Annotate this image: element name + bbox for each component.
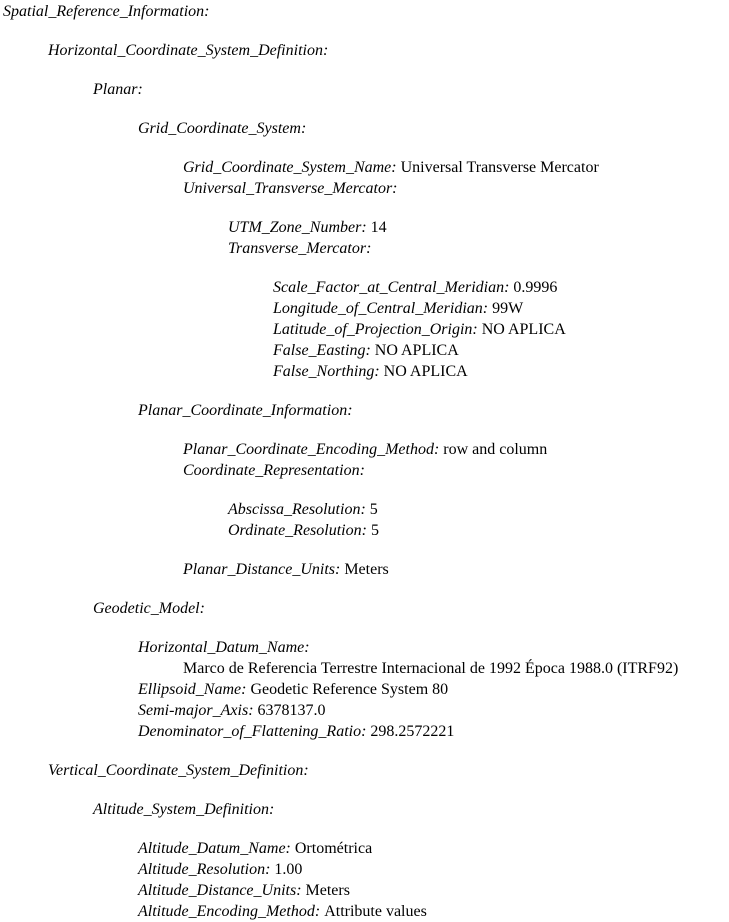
spatial-reference-information-label: Spatial_Reference_Information:: [3, 3, 210, 20]
denominator-of-flattening-ratio-label: Denominator_of_Flattening_Ratio:: [138, 723, 367, 740]
altitude-distance-units-line: [3, 880, 729, 901]
coordinate-representation-label: Coordinate_Representation:: [183, 462, 365, 479]
semi-major-axis-line: [3, 700, 729, 721]
grid-coordinate-system-line: [3, 118, 729, 139]
altitude-system-definition-label: Altitude_System_Definition:: [93, 801, 275, 818]
horizontal-coordinate-system-definition-label: Horizontal_Coordinate_System_Definition:: [48, 42, 329, 59]
altitude-distance-units-label: Altitude_Distance_Units:: [138, 882, 302, 899]
altitude-encoding-method-value: Attribute values: [324, 903, 427, 920]
horizontal-datum-name-label: Horizontal_Datum_Name:: [138, 639, 310, 656]
latitude-of-projection-origin-value: NO APLICA: [481, 321, 566, 338]
utm-zone-number-value: 14: [370, 219, 387, 236]
altitude-datum-name-value: Ortométrica: [294, 840, 373, 857]
denominator-of-flattening-ratio-value: 298.2572221: [370, 723, 455, 740]
scale-factor-at-central-meridian-line: [3, 277, 729, 298]
false-easting-label: False_Easting:: [273, 342, 371, 359]
altitude-datum-name-label: Altitude_Datum_Name:: [138, 840, 291, 857]
horizontal-datum-name-value-text: Marco de Referencia Terrestre Internacional de 1992 Época 1988.0 (ITRF92): [183, 660, 679, 677]
abscissa-resolution-value: 5: [369, 501, 378, 518]
false-easting-line: [3, 340, 729, 361]
planar-label: Planar:: [93, 81, 143, 98]
altitude-distance-units-value: Meters: [305, 882, 350, 899]
horizontal-datum-name-value-line: [3, 658, 729, 679]
altitude-resolution-line: [3, 859, 729, 880]
ordinate-resolution-line: [3, 520, 729, 541]
altitude-encoding-method-line: [3, 901, 729, 922]
horizontal-datum-name-line: [3, 637, 729, 658]
longitude-of-central-meridian-label: Longitude_of_Central_Meridian:: [273, 300, 489, 317]
geodetic-model-line: [3, 598, 729, 619]
transverse-mercator-line: [3, 238, 729, 259]
transverse-mercator-label: Transverse_Mercator:: [228, 240, 372, 257]
utm-zone-number-label: UTM_Zone_Number:: [228, 219, 367, 236]
planar-coordinate-information-line: [3, 400, 729, 421]
altitude-resolution-value: 1.00: [274, 861, 303, 878]
latitude-of-projection-origin-line: [3, 319, 729, 340]
ellipsoid-name-line: [3, 679, 729, 700]
grid-coordinate-system-label: Grid_Coordinate_System:: [138, 120, 307, 137]
ellipsoid-name-value: Geodetic Reference System 80: [250, 681, 449, 698]
vertical-coordinate-system-definition-line: [3, 760, 729, 781]
semi-major-axis-label: Semi-major_Axis:: [138, 702, 254, 719]
false-easting-value: NO APLICA: [374, 342, 459, 359]
geodetic-model-label: Geodetic_Model:: [93, 600, 205, 617]
false-northing-line: [3, 361, 729, 382]
latitude-of-projection-origin-label: Latitude_of_Projection_Origin:: [273, 321, 478, 338]
abscissa-resolution-line: [3, 499, 729, 520]
planar-coordinate-encoding-method-value: row and column: [443, 441, 548, 458]
planar-distance-units-value: Meters: [344, 561, 389, 578]
planar-distance-units-label: Planar_Distance_Units:: [183, 561, 341, 578]
vertical-coordinate-system-definition-label: Vertical_Coordinate_System_Definition:: [48, 762, 309, 779]
ordinate-resolution-value: 5: [370, 522, 379, 539]
false-northing-label: False_Northing:: [273, 363, 380, 380]
altitude-datum-name-line: [3, 838, 729, 859]
ellipsoid-name-label: Ellipsoid_Name:: [138, 681, 247, 698]
coordinate-representation-line: [3, 460, 729, 481]
scale-factor-at-central-meridian-label: Scale_Factor_at_Central_Meridian:: [273, 279, 510, 296]
grid-coordinate-system-name-line: [3, 157, 729, 178]
horizontal-coordinate-system-definition-line: [3, 40, 729, 61]
longitude-of-central-meridian-value: 99W: [492, 300, 524, 317]
altitude-resolution-label: Altitude_Resolution:: [138, 861, 271, 878]
planar-line: [3, 79, 729, 100]
planar-distance-units-line: [3, 559, 729, 580]
spatial-reference-information-line: [3, 1, 729, 22]
altitude-system-definition-line: [3, 799, 729, 820]
denominator-of-flattening-ratio-line: [3, 721, 729, 742]
grid-coordinate-system-name-label: Grid_Coordinate_System_Name:: [183, 159, 397, 176]
scale-factor-at-central-meridian-value: 0.9996: [513, 279, 558, 296]
planar-coordinate-encoding-method-line: [3, 439, 729, 460]
ordinate-resolution-label: Ordinate_Resolution:: [228, 522, 367, 539]
universal-transverse-mercator-line: [3, 178, 729, 199]
universal-transverse-mercator-label: Universal_Transverse_Mercator:: [183, 180, 398, 197]
planar-coordinate-encoding-method-label: Planar_Coordinate_Encoding_Method:: [183, 441, 440, 458]
utm-zone-number-line: [3, 217, 729, 238]
grid-coordinate-system-name-value: Universal Transverse Mercator: [400, 159, 599, 176]
abscissa-resolution-label: Abscissa_Resolution:: [228, 501, 366, 518]
longitude-of-central-meridian-line: [3, 298, 729, 319]
false-northing-value: NO APLICA: [383, 363, 468, 380]
semi-major-axis-value: 6378137.0: [257, 702, 326, 719]
altitude-encoding-method-label: Altitude_Encoding_Method:: [138, 903, 321, 920]
planar-coordinate-information-label: Planar_Coordinate_Information:: [138, 402, 353, 419]
